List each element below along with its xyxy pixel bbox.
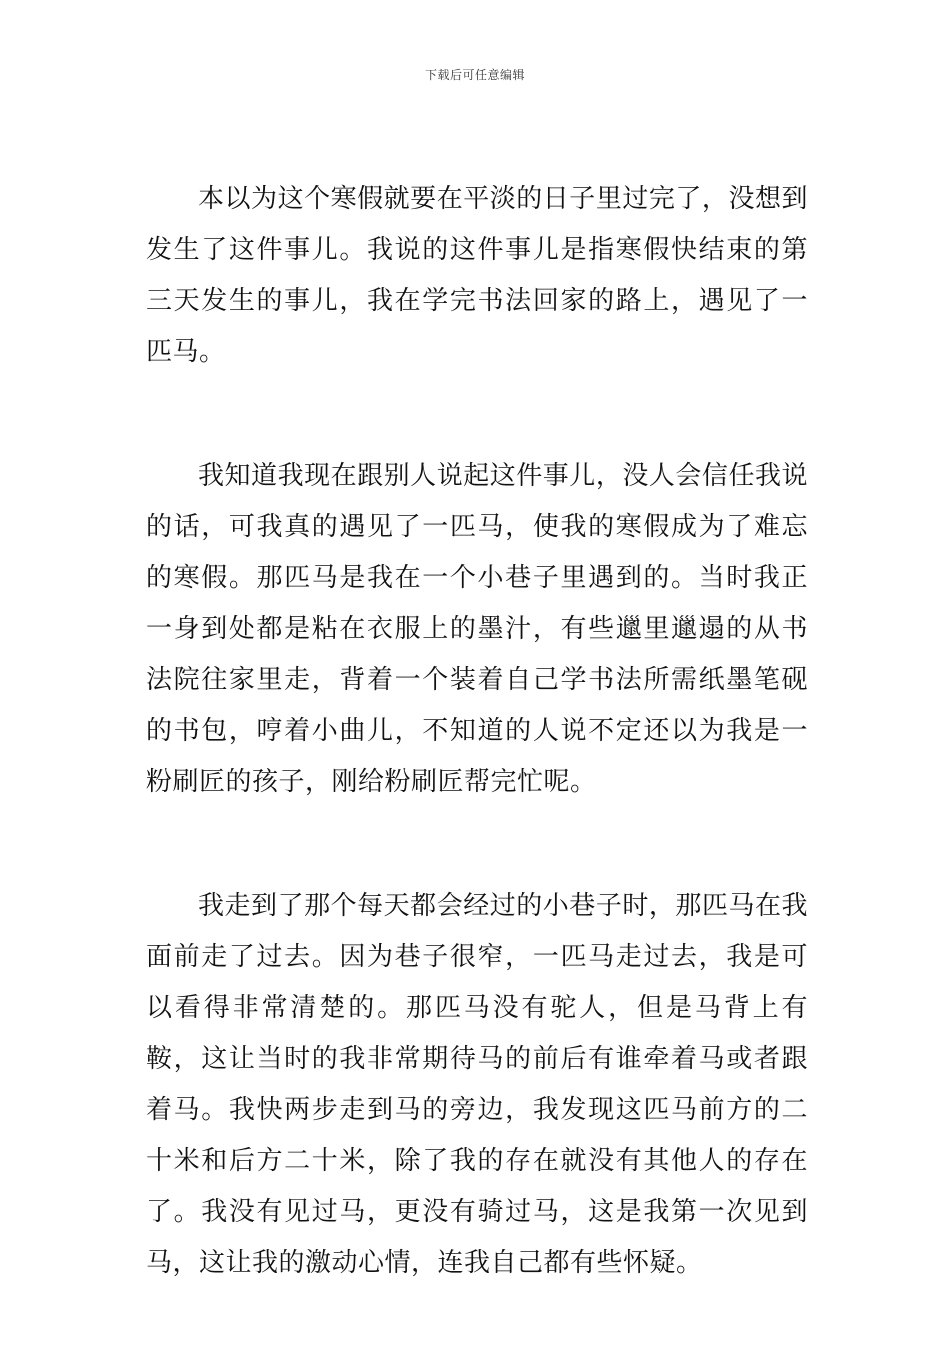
page-header: 下载后可任意编辑 (424, 68, 525, 82)
document-body (146, 174, 808, 1362)
paragraph-2: 我知道我现在跟别人说起这件事儿，没人会信任我说的话，可我真的遇见了一匹马，使我的寒假成为了难忘的寒假。那匹马是我在一个小巷子里遇到的。当时我正一身到处都是粘在衣服上的墨汁，有些邋里邋遢的从书法院往家里走，背着一个装着自己学书法所需纸墨笔砚的书包，哼着小曲儿，不知道的人说不定还以为我是一粉刷匠的孩子，刚给粉刷匠帮完忙呢。 (146, 461, 808, 797)
paragraph-3: 我走到了那个每天都会经过的小巷子时，那匹马在我面前走了过去。因为巷子很窄，一匹马走过去，我是可以看得非常清楚的。那匹马没有驼人，但是马背上有鞍，这让当时的我非常期待马的前后有谁牵着马或者跟着马。我快两步走到马的旁边，我发现这匹马前方的二十米和后方二十米，除了我的存在就没有其他人的存在了。我没有见过马，更没有骑过马，这是我第一次见到马，这让我的激动心情，连我自己都有些怀疑。 (146, 891, 808, 1278)
paragraph-1: 本以为这个寒假就要在平淡的日子里过完了，没想到发生了这件事儿。我说的这件事儿是指寒假快结束的第三天发生的事儿，我在学完书法回家的路上，遇见了一匹马。 (146, 184, 808, 367)
